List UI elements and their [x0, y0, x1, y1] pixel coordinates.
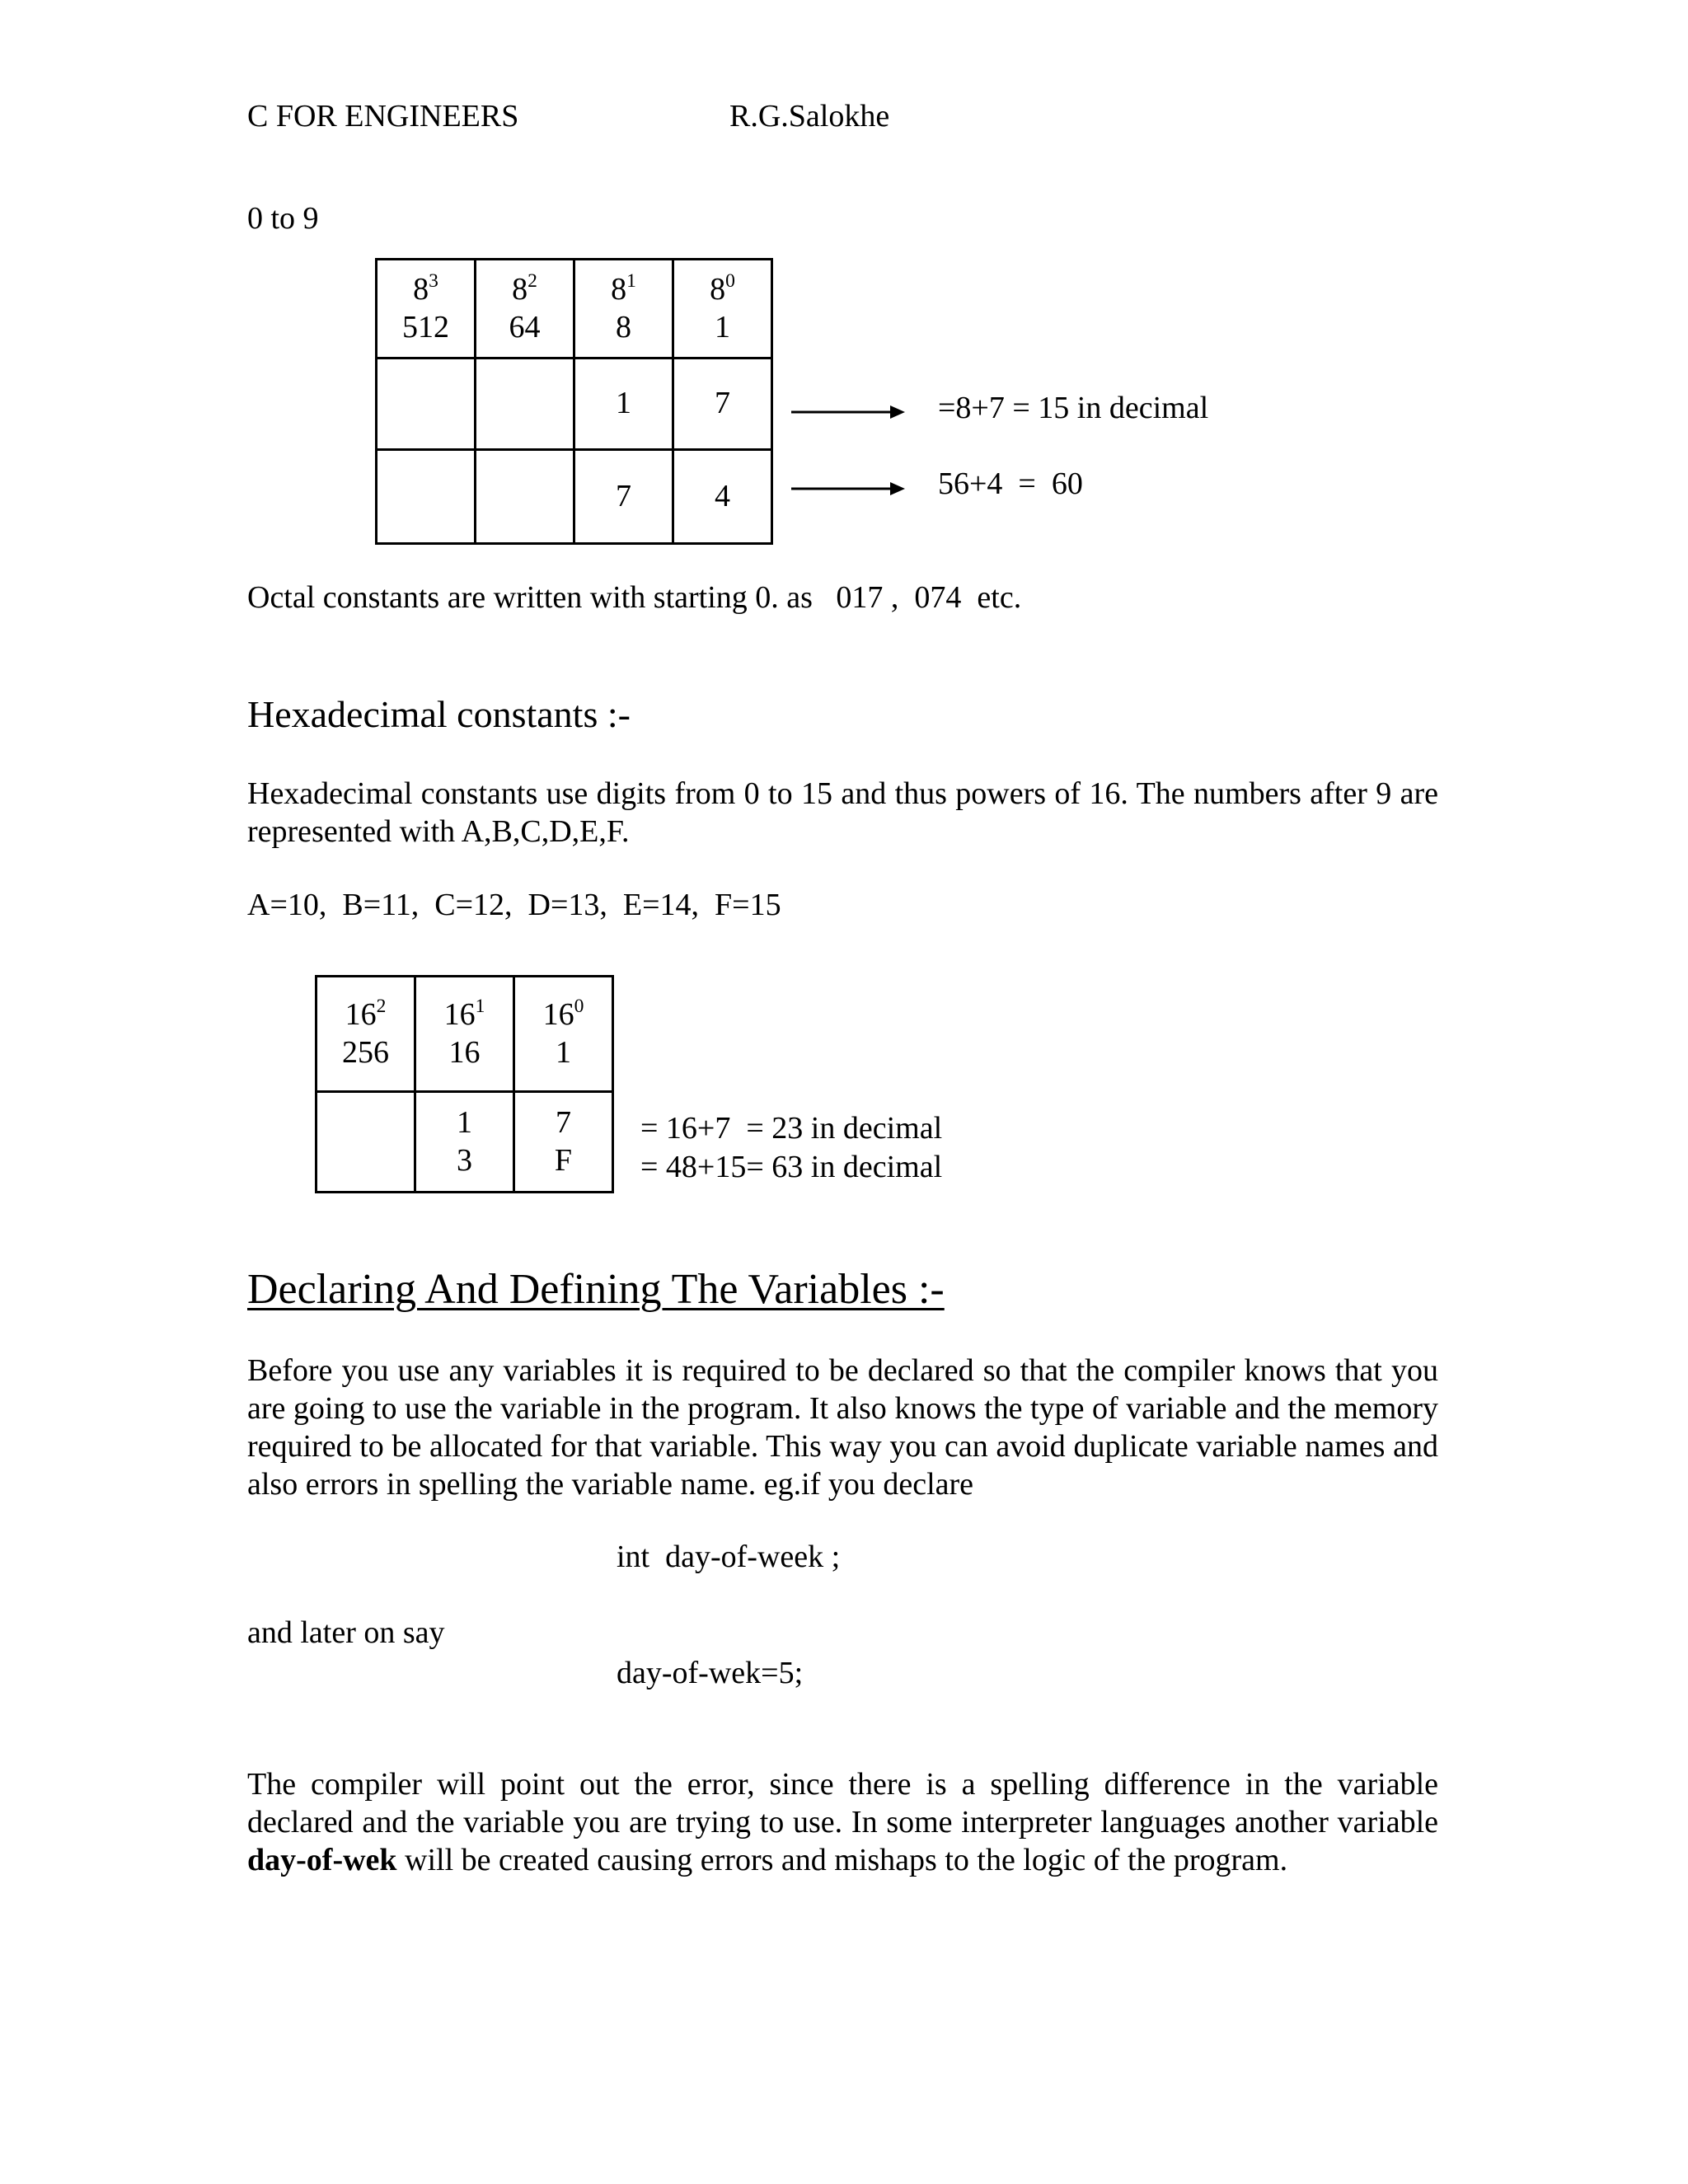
arrow-icon	[791, 405, 905, 419]
compiler-paragraph-end: will be created causing errors and mishaps to the logic of the program.	[396, 1843, 1288, 1877]
octal-result: 56+4 = 60	[938, 466, 1083, 501]
hex-letters: A=10, B=11, C=12, D=13, E=14, F=15	[247, 888, 781, 922]
octal-header-cell: $8^0$ 1	[673, 260, 772, 359]
hex-cell	[316, 1092, 415, 1193]
octal-result: =8+7 = 15 in decimal	[938, 391, 1209, 425]
hex-heading: Hexadecimal constants :-	[247, 693, 631, 735]
octal-cell: 7	[673, 359, 772, 450]
octal-header-cell: $8^2$ 64	[476, 260, 574, 359]
hex-header-row	[316, 977, 613, 1092]
hex-table	[315, 975, 614, 1193]
later-text: and later on say	[247, 1615, 445, 1650]
hex-result: = 48+15= 63 in decimal	[640, 1150, 943, 1184]
octal-note: Octal constants are written with starting 0. as 017 , 074 etc.	[247, 580, 1022, 615]
hex-cell: 1 3	[415, 1092, 514, 1193]
code-declaration: int day-of-week ;	[617, 1540, 841, 1574]
octal-header-cell: $8^1$ 8	[574, 260, 673, 359]
misspelled-variable: day-of-wek	[247, 1843, 397, 1877]
hex-header-cell: $16^1$ 16	[415, 977, 514, 1092]
compiler-paragraph	[247, 1765, 1438, 1879]
compiler-paragraph-start: The compiler will point out the error, since there is a spelling difference in the variable declared and the variable you are trying to use. In some interpreter languages another variable	[247, 1767, 1438, 1840]
code-usage: day-of-wek=5;	[617, 1656, 804, 1690]
octal-cell: 1	[574, 359, 673, 450]
hex-row	[316, 1092, 613, 1193]
hex-cell: 7 F	[514, 1092, 613, 1193]
hex-description: Hexadecimal constants use digits from 0 to 15 and thus powers of 16. The numbers after 9 are represented with A,B,C,D,E,F.	[247, 776, 1438, 849]
declaring-heading: Declaring And Defining The Variables :-	[247, 1266, 945, 1313]
octal-range: 0 to 9	[247, 201, 319, 236]
arrow-icon	[791, 482, 905, 495]
header-title: C FOR ENGINEERS	[247, 99, 519, 134]
hex-result: = 16+7 = 23 in decimal	[640, 1111, 943, 1146]
hex-header-cell: $16^2$ 256	[316, 977, 415, 1092]
declaring-paragraph: Before you use any variables it is required to be declared so that the compiler knows that you are going to use the variable in the program. It also knows the type of variable and the memory required to be allocated for that variable. This way you can avoid duplicate variable names and also errors in spelling the variable name. eg.if you declare	[247, 1353, 1438, 1502]
header-author: R.G.Salokhe	[729, 99, 890, 134]
octal-cell: 7	[574, 450, 673, 544]
octal-cell: 4	[673, 450, 772, 544]
octal-header-cell: $8^3$ 512	[377, 260, 476, 359]
hex-header-cell: $16^0$ 1	[514, 977, 613, 1092]
